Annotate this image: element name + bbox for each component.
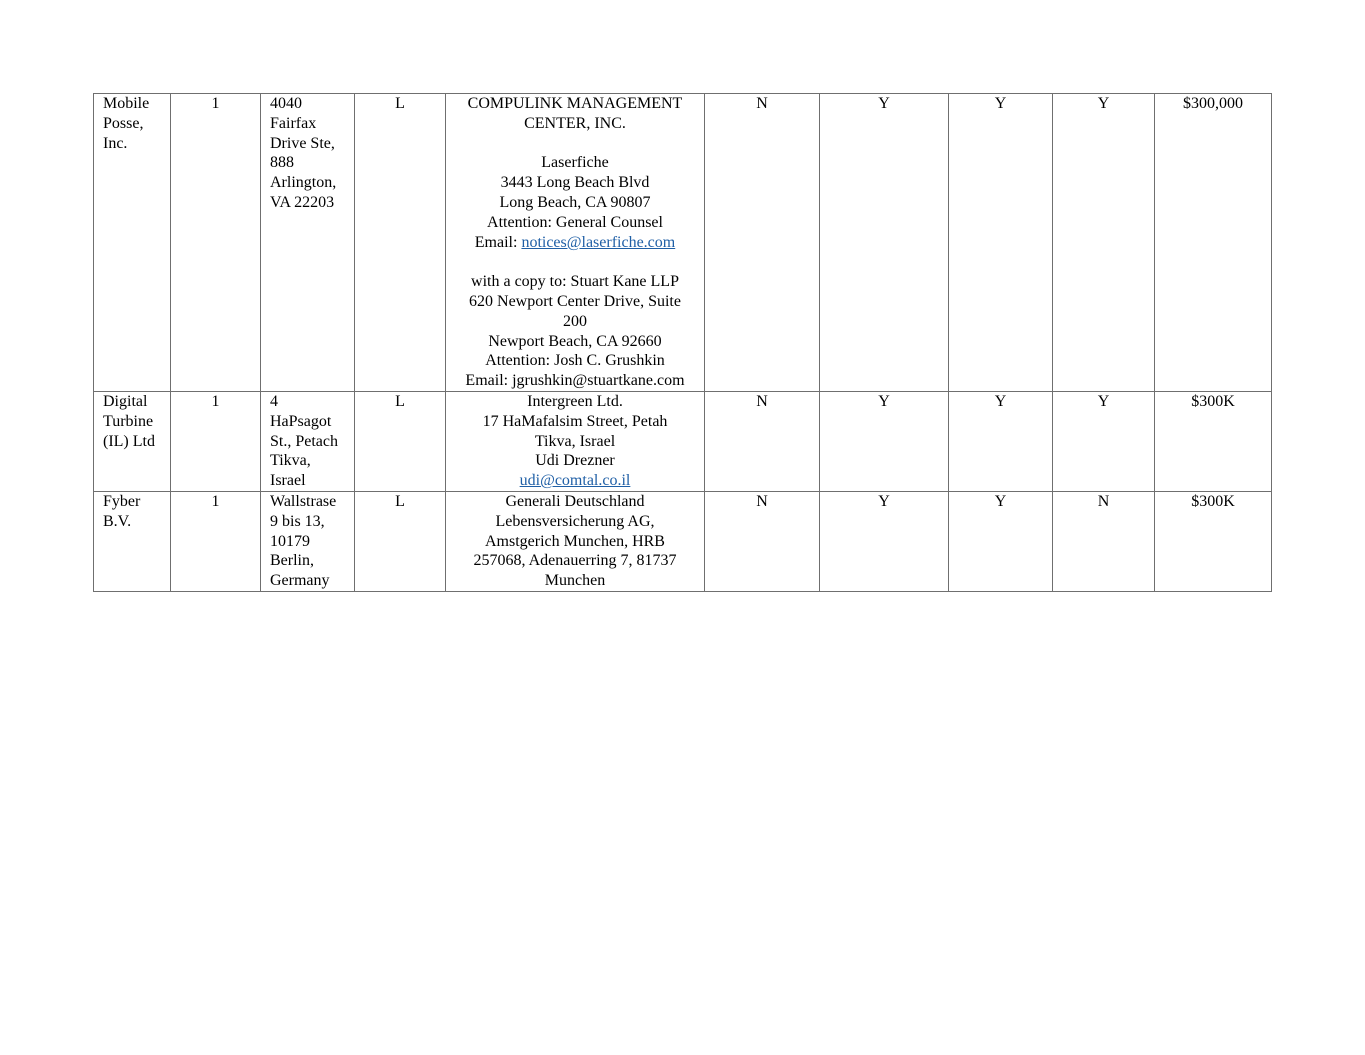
company-name-line: (IL) Ltd xyxy=(103,432,155,450)
notice-line: 3443 Long Beach Blvd xyxy=(500,174,650,192)
blank-line xyxy=(455,252,695,272)
licensee-table xyxy=(93,93,1272,592)
company-name-line: B.V. xyxy=(103,512,132,530)
notice-line: Lebensversicherung AG, xyxy=(495,512,655,530)
address-line: Arlington, xyxy=(270,174,337,192)
company-name-cell xyxy=(94,94,171,392)
amount-cell: $300K xyxy=(1155,392,1272,492)
table-row xyxy=(94,392,1272,492)
notice-email-line xyxy=(455,471,695,491)
address-line: 10179 xyxy=(270,532,310,550)
address-cell xyxy=(261,392,355,492)
flag-cell: N xyxy=(1053,492,1155,592)
company-name-line: Posse, xyxy=(103,114,144,132)
address-line: Berlin, xyxy=(270,552,314,570)
type-cell: L xyxy=(355,94,446,392)
count-cell: 1 xyxy=(171,492,261,592)
count-cell: 1 xyxy=(171,94,261,392)
notice-cell xyxy=(446,392,705,492)
email-label: Email: xyxy=(474,233,522,251)
email-link[interactable]: notices@laserfiche.com xyxy=(521,233,676,251)
notice-line: Attention: Josh C. Grushkin xyxy=(485,352,665,370)
company-name-cell xyxy=(94,392,171,492)
table-row xyxy=(94,94,1272,392)
notice-line: Intergreen Ltd. xyxy=(527,393,623,410)
notice-line: Long Beach, CA 90807 xyxy=(499,193,651,211)
flag-cell: Y xyxy=(820,492,949,592)
address-line: 9 bis 13, xyxy=(270,512,325,530)
notice-line: Udi Drezner xyxy=(535,452,615,470)
email-link[interactable]: udi@comtal.co.il xyxy=(519,472,631,490)
notice-line: Email: jgrushkin@stuartkane.com xyxy=(465,372,685,390)
notice-line: Laserfiche xyxy=(541,154,609,172)
address-line: HaPsagot xyxy=(270,412,332,430)
amount-cell: $300K xyxy=(1155,492,1272,592)
address-line: Israel xyxy=(270,472,306,490)
company-name-line: Turbine xyxy=(103,412,154,430)
flag-cell: N xyxy=(705,392,820,492)
address-line: 888 xyxy=(270,154,294,172)
notice-line: Generali Deutschland xyxy=(505,493,645,510)
notice-line: 620 Newport Center Drive, Suite xyxy=(469,292,681,310)
amount-cell: $300,000 xyxy=(1155,94,1272,392)
address-cell xyxy=(261,492,355,592)
address-line: Drive Ste, xyxy=(270,134,335,152)
blank-line xyxy=(455,134,695,154)
address-line: Fairfax xyxy=(270,114,317,132)
flag-cell: Y xyxy=(949,392,1053,492)
flag-cell: N xyxy=(705,94,820,392)
notice-line: 200 xyxy=(563,312,587,330)
notice-email-line xyxy=(455,233,695,253)
company-name-cell xyxy=(94,492,171,592)
notice-line: 17 HaMafalsim Street, Petah xyxy=(482,412,668,430)
type-cell: L xyxy=(355,492,446,592)
address-line: Germany xyxy=(270,572,330,590)
company-name-line: Inc. xyxy=(103,134,128,152)
notice-line: with a copy to: Stuart Kane LLP xyxy=(471,273,679,291)
type-cell: L xyxy=(355,392,446,492)
flag-cell: Y xyxy=(1053,94,1155,392)
flag-cell: Y xyxy=(1053,392,1155,492)
notice-line: Tikva, Israel xyxy=(534,432,616,450)
notice-line: CENTER, INC. xyxy=(524,114,626,132)
notice-line: Munchen xyxy=(544,572,606,590)
address-line: VA 22203 xyxy=(270,193,335,211)
company-name-line: Mobile xyxy=(103,95,150,112)
company-name-line: Digital xyxy=(103,393,148,410)
notice-line: Attention: General Counsel xyxy=(487,213,663,231)
address-line: 4040 xyxy=(270,95,302,112)
flag-cell: N xyxy=(705,492,820,592)
address-cell xyxy=(261,94,355,392)
address-line: 4 xyxy=(270,393,278,410)
notice-line: Newport Beach, CA 92660 xyxy=(488,332,662,350)
flag-cell: Y xyxy=(820,94,949,392)
address-line: Tikva, xyxy=(270,452,311,470)
count-cell: 1 xyxy=(171,392,261,492)
company-name-line: Fyber xyxy=(103,493,141,510)
notice-line: Amstgerich Munchen, HRB xyxy=(485,532,665,550)
table-row xyxy=(94,492,1272,592)
flag-cell: Y xyxy=(820,392,949,492)
notice-cell xyxy=(446,492,705,592)
flag-cell: Y xyxy=(949,492,1053,592)
notice-line: 257068, Adenauerring 7, 81737 xyxy=(473,552,677,570)
address-line: Wallstrase xyxy=(270,493,337,510)
notice-cell xyxy=(446,94,705,392)
address-line: St., Petach xyxy=(270,432,338,450)
notice-line: COMPULINK MANAGEMENT xyxy=(467,95,683,112)
flag-cell: Y xyxy=(949,94,1053,392)
